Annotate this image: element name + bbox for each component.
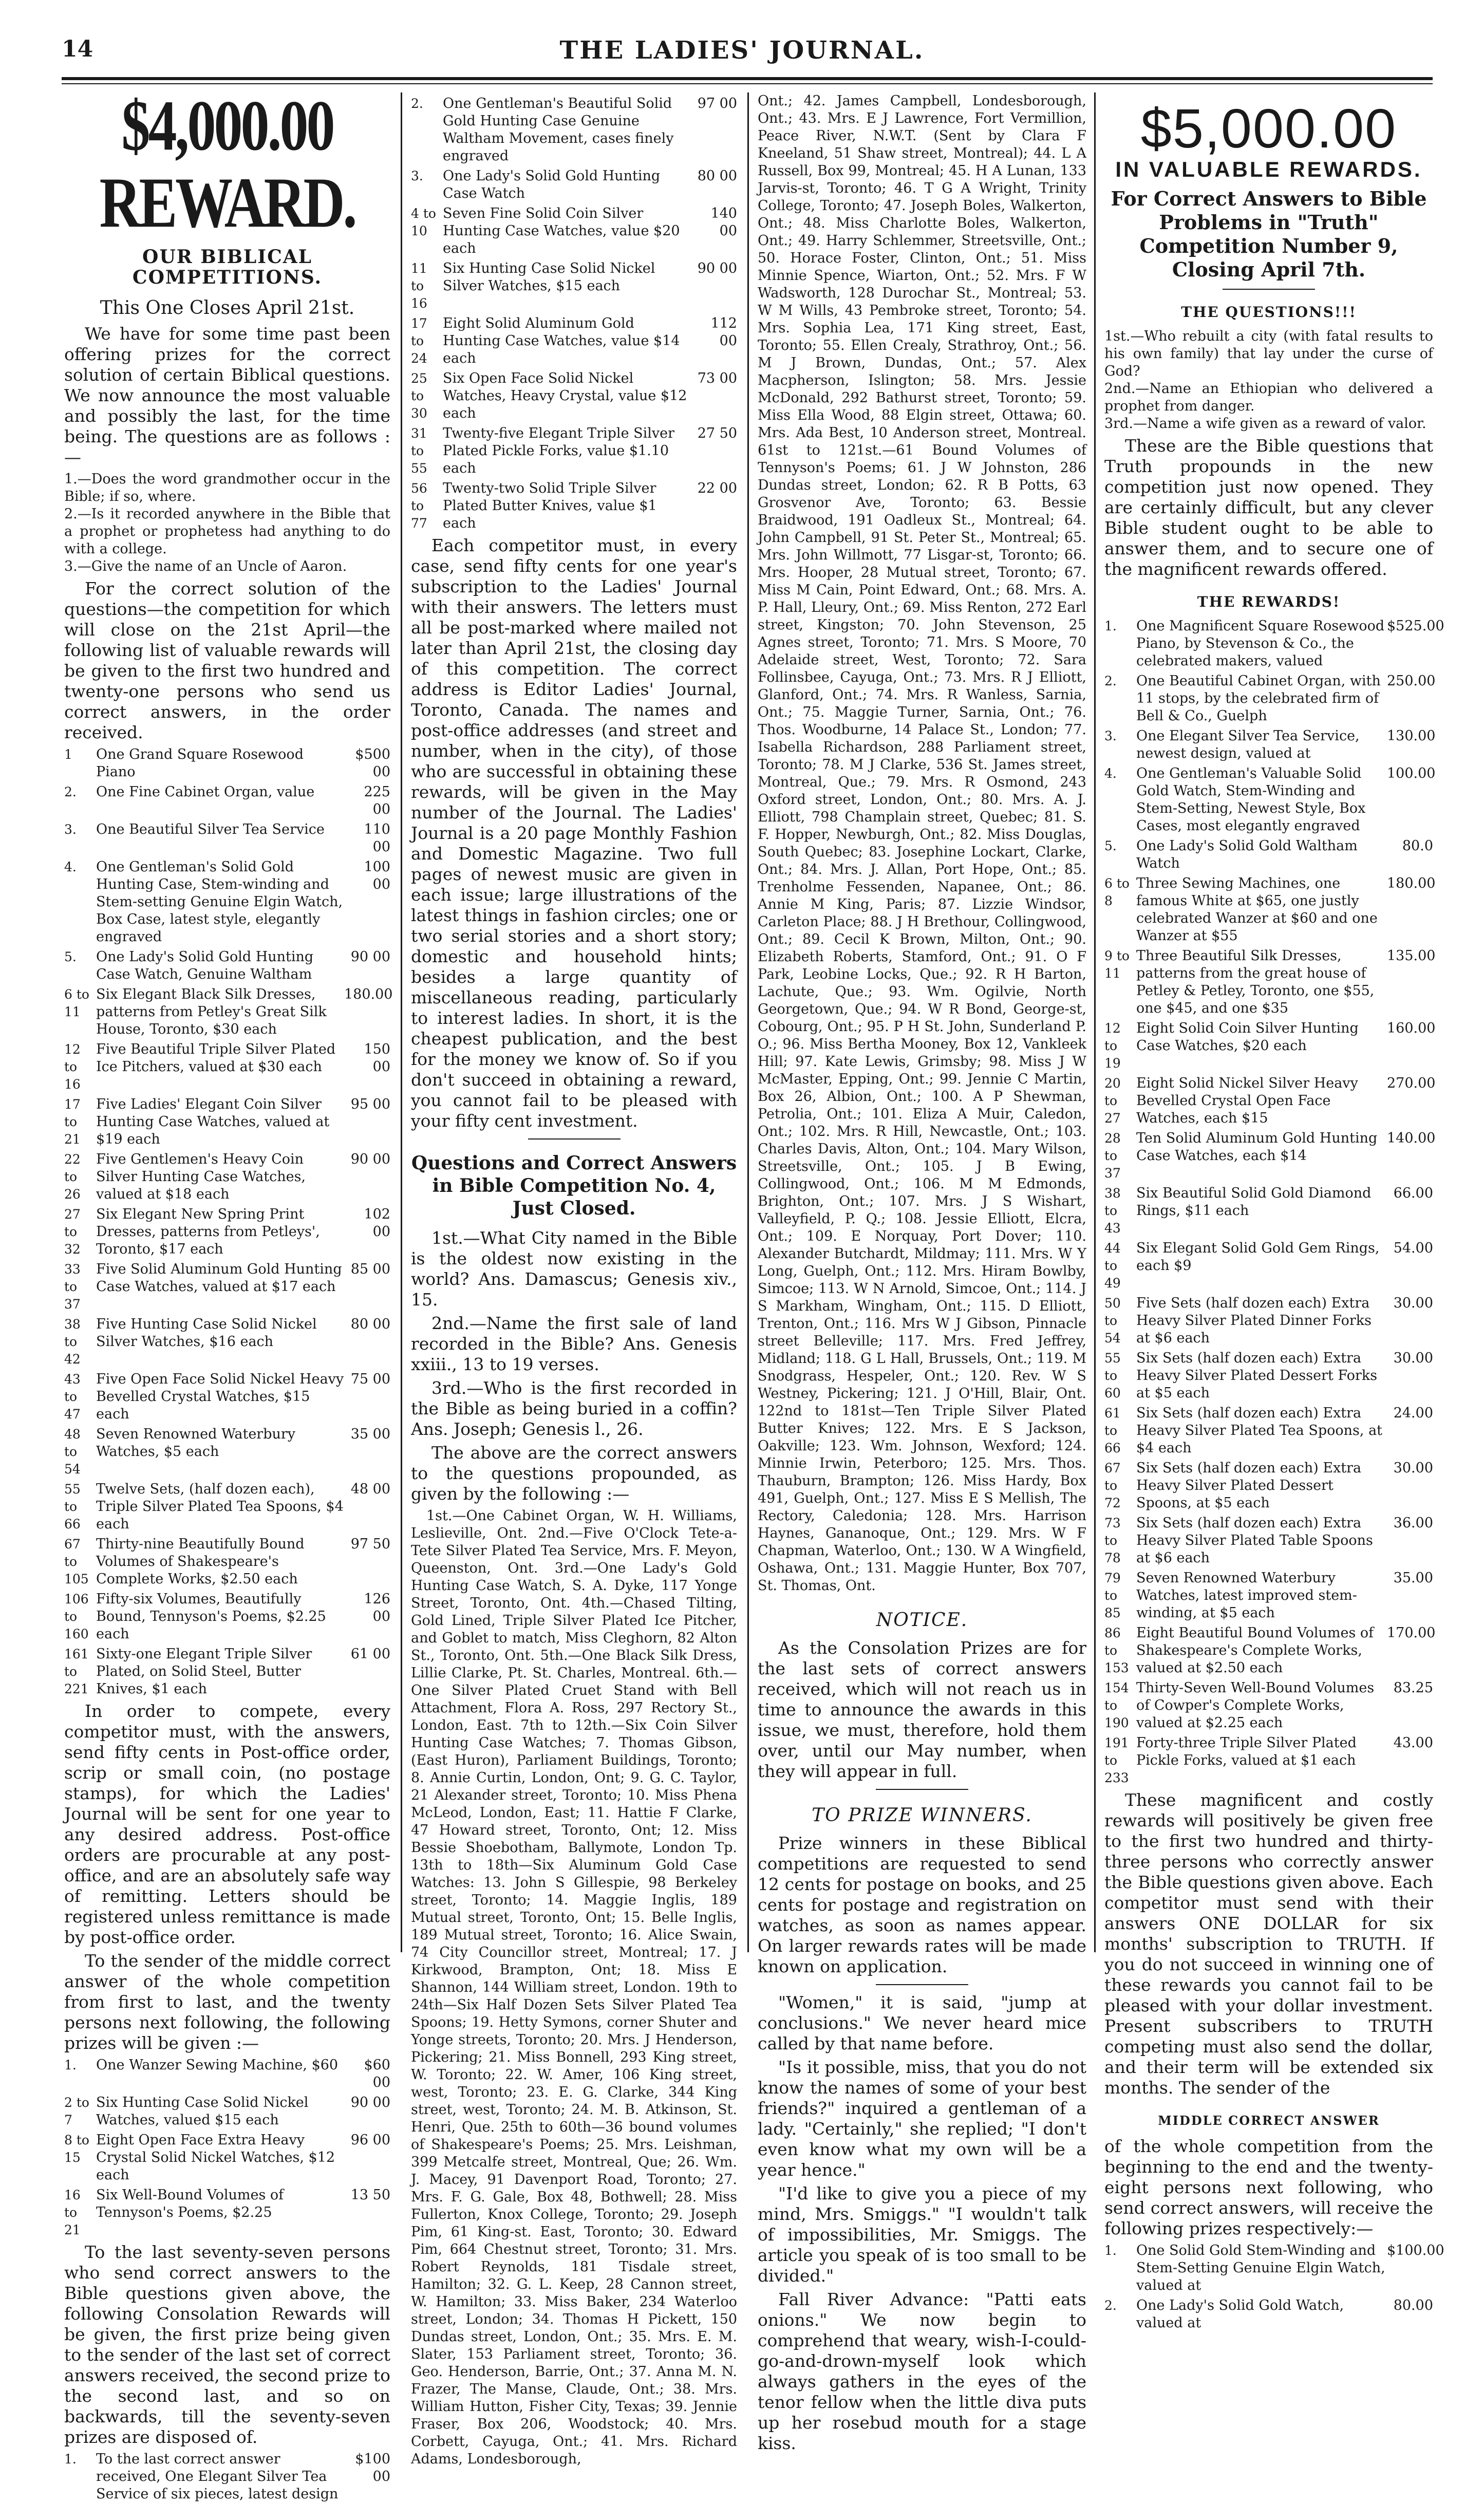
prize-val: 73 00 [697,370,737,386]
prize-val: 140 00 [710,206,737,239]
prize-item [64,1371,390,1423]
middle-prize-list [1104,2242,1444,2332]
prize-item [64,1041,390,1093]
prize-item [64,1536,390,1588]
prize-desc: Six Hunting Case Solid Nickel Watches, valued $15 each [96,2095,309,2128]
prize-val: 24.00 [1393,1405,1433,1421]
prize-val: 80.0 [1402,838,1433,854]
prize-val: 140.00 [1387,1130,1436,1146]
column-divider [401,92,402,1952]
magnificent-paragraph: These magnificent and costly rewards will positively be given free to the first two hundred and thirty-three persons who correctly answer the Bible questions given above. Each competitor must send with their answers ONE DOLLAR for six months' subscription to TRUTH. If you do not succeed in winning one of these rewards you cannot fail to be pleased with your dollar investment. Present subscribers to TRUTH competing must also send the dollar, and their term will be extended six months. The sender of the [1104,1790,1433,2098]
divider [528,1138,621,1140]
prize-item [64,1261,390,1313]
prize-val: 90 00 [350,1151,390,1167]
prize-item [411,425,737,477]
prize-num: 16 to 21 [64,2188,81,2237]
prize-num: 44 to 49 [1104,1241,1121,1291]
prize-item [64,1096,390,1148]
prize-num: 73 to 78 [1104,1516,1121,1565]
prize-desc: Five Open Face Solid Nickel Heavy Bevelled Crystal Watches, $15 each [96,1371,344,1422]
prize-item [411,370,737,422]
prize-num: 56 to 77 [411,481,427,531]
header-rule-thin [62,83,1433,84]
prize-num: 38 to 42 [64,1317,81,1367]
prize-desc: One Fine Cabinet Organ, value [96,784,315,800]
rewards-heading: THE REWARDS! [1197,593,1341,610]
prize-val: 35.00 [1393,1570,1433,1586]
prize-item [64,858,390,946]
prize-item [1104,1405,1433,1457]
prize-val: 30.00 [1393,1350,1433,1366]
prize-desc: Five Gentlemen's Heavy Coin Silver Hunting Case Watches, valued at $18 each [96,1151,306,1202]
questions-paragraph: These are the Bible questions that Truth propounds in the new competition just now opened. They are certainly difficult, but any clever Bible student ought to be able to answer them, and to secure one of the magnificent rewards offered. [1104,436,1433,579]
compete-paragraph: In order to compete, every competitor must, with the answers, send fifty cents in Post-office order, scrip or small coin, (no postage stamps), for which the Ladies' Journal will be sent for one year to any desired address. Post-office orders are procurable at any post-office, and are an absolutely safe way of remitting. Letters should be registered unless remittance is made by post-office order. [64,1701,390,1947]
qa-item: 1st.—What City named in the Bible is the oldest now existing in the world? Ans. Damascus; Genesis xiv., 15. [411,1228,737,1310]
middle-answer-paragraph: of the whole competition from the beginning to the end and the twenty-eight persons next following, who send correct answers, will receive the following prizes respectively:— [1104,2136,1433,2238]
correct-solution-paragraph: For the correct solution of the questions—the competition for which will close on the 21st April—the following list of valuable rewards will be given to the first two hundred and twenty-one persons who send us correct answers, in the order received. [64,578,390,742]
prize-num: 3. [411,169,423,183]
prize-num: 2. [1104,2298,1117,2313]
prize-num: 5. [64,949,77,964]
closing-date: This One Closes April 21st. [100,297,355,319]
middle-answer-heading: MIDDLE CORRECT ANSWER [1158,2113,1380,2128]
prize-desc: Six Well-Bound Volumes of Tennyson's Poems, $2.25 [96,2187,284,2220]
prize-val: 75 00 [350,1371,390,1387]
prize-list [64,746,393,1698]
column-divider [1094,92,1096,1952]
prize-num: 6 to 11 [64,987,89,1019]
prize-val: 80 00 [697,168,737,184]
prize-desc: Six Beautiful Solid Gold Diamond Rings, $11 each [1136,1185,1372,1219]
prize-item [1104,1020,1436,1072]
prize-num: 191 to 233 [1104,1735,1129,1785]
prize-num: 3. [64,822,77,837]
notice-paragraph: As the Consolation Prizes are for the last sets of correct answers received, which will not reach us in time to announce the awards in this issue, we must, therefore, hold them over, until our May number, when they will appear in full. [758,1638,1086,1781]
prize-val: 250.00 [1387,673,1436,689]
joke-list [758,1992,1086,2454]
prize-desc: Eight Beautiful Bound Volumes of Shakespeare's Complete Works, valued at $2.50 each [1136,1625,1374,1676]
prize-desc: Seven Fine Solid Coin Silver Hunting Case Watches, value $20 each [443,206,680,256]
prize-num: 17 to 24 [411,316,427,366]
prize-item [64,746,390,781]
prize-val: 85 00 [350,1261,390,1277]
prize-desc: Six Elegant New Spring Print Dresses, patterns from Petleys', Toronto, $17 each [96,1206,320,1257]
prize-num: 106 to 160 [64,1592,89,1641]
prize-item [64,1646,390,1698]
prize-num: 86 to 153 [1104,1626,1129,1675]
prize-num: 31 to 55 [411,426,427,476]
prize-num: 79 to 85 [1104,1571,1121,1620]
prize-item [1104,673,1436,725]
prize-desc: Six Open Face Solid Nickel Watches, Heavy Crystal, value $12 each [443,370,687,421]
prize-val: 97 00 [697,96,737,111]
prize-num: 55 to 66 [64,1482,81,1531]
divider [876,1789,968,1790]
prize-item [411,205,737,257]
prize-num: 43 to 47 [64,1372,81,1422]
page-number: 14 [62,36,93,62]
prize-val: 270.00 [1387,1075,1436,1091]
prize-num: 38 to 43 [1104,1186,1121,1236]
rewards-list [1104,618,1444,1787]
prize-item [1104,1240,1433,1292]
prize-num: 4. [1104,766,1117,781]
prize-num: 67 to 72 [1104,1461,1121,1510]
prize-num: 2. [411,96,423,111]
prize-desc: Ten Solid Aluminum Gold Hunting Case Watches, each $14 [1136,1130,1378,1164]
prize-desc: Six Sets (half dozen each) Extra Heavy Silver Plated Tea Spoons, at $4 each [1136,1405,1383,1456]
prize-val: 61 00 [350,1646,390,1662]
prize-item [64,1426,390,1478]
prize-num: 4. [64,860,77,874]
prize-val: 80.00 [1393,2297,1433,2313]
prize-num: 9 to 11 [1104,948,1130,981]
prize-val: 180.00 [1387,875,1436,891]
prize-item [1104,765,1436,835]
prize-val: 90 00 [350,949,390,965]
prize-item [64,2187,390,2239]
prize-desc: One Solid Gold Stem-Winding and Stem-Setting Genuine Elgin Watch, valued at [1136,2243,1385,2293]
prize-desc: One Wanzer Sewing Machine, $60 [96,2057,339,2073]
qa-item: 3rd.—Who is the first recorded in the Bible as being buried in a coffin? Ans. Joseph; Genesis l., 26. [411,1378,737,1439]
prize-desc: Five Ladies' Elegant Coin Silver Hunting Case Watches, valued at $19 each [96,1096,330,1147]
prize-item [1104,875,1436,945]
consolation-paragraph: To the last seventy-seven persons who send correct answers to the Bible questions given above, the following Consolation Rewards will be given, the first prize being given to the sender of the last set of correct answers received, the second prize to the second last, and so on backwards, till the seventy-seven prizes are disposed of. [64,2242,390,2447]
prize-val: 27 50 [697,425,737,441]
question-item: 3.—Give the name of an Uncle of Aaron. [64,558,347,574]
reward-headline: $5,000.00 [1140,97,1397,159]
prize-desc: Seven Renowned Waterbury Watches, latest improved stem-winding, at $5 each [1136,1570,1357,1621]
prize-val: 100.00 [1387,765,1436,781]
prize-desc: Eight Solid Aluminum Gold Hunting Case Watches, value $14 each [443,315,680,366]
prize-desc: One Elegant Silver Tea Service, newest design, valued at [1136,728,1360,761]
prize-num: 8 to 15 [64,2133,89,2165]
question-item: 2.—Is it recorded anywhere in the Bible that a prophet or prophetess had anything to do with a college. [64,506,390,557]
prize-item [64,2132,390,2184]
intro-paragraph: We have for some time past been offering prizes for the correct solution of certain Biblical questions. We now announce the most valuable and possibly the last, for the time being. The questions are as follows :— [64,324,390,467]
winners-list-continued: Ont.; 42. James Campbell, Londesborough, Ont.; 43. Mrs. E J Lawrence, Fort Vermillion, Peace River, N.W.T. (Sent by Clara F Kneeland, 51 Shaw street, Montreal); 44. L A Russell, Box 99, Montreal; 45. H A Lunan, 133 Jarvis-st, Toronto; 46. T G A Wright, Trinity College, Toronto; 47. Joseph Boles, Walkerton, Ont.; 48. Miss Charlotte Boles, Walkerton, Ont.; 49. Harry Schlemmer, Streetsville, Ont.; 50. Horace Foster, Clinton, Ont.; 51. Miss Minnie Spence, Wiarton, Ont.; 52. Mrs. F W Wadsworth, 128 Durochar St., Montreal; 53. W M Wills, 43 Pembroke street, Toronto; 54. Mrs. Sophia Lea, 171 King street, East, Toronto; 55. Ellen Crealy, Strathroy, Ont.; 56. M J Brown, Dundas, Ont.; 57. Alex Macpherson, Islington; 58. Mrs. Jessie McDonald, 292 Bathurst street, Toronto; 59. Miss Ella Wood, 88 Elgin street, Ottawa; 60. Mrs. Ada Best, 10 Anderson street, Montreal. 61st to 121st.—61 Bound Volumes of Tennyson's Poems; 61. J W Johnston, 286 Dundas street, London; 62. R B Potts, 63 Grosvenor Ave, Toronto; 63. Bessie Braidwood, 191 Oadleux St., Montreal; 64. John Campbell, 91 St. Peter St., Montreal; 65. Mrs. John Willmott, 77 Lisgar-st, Toronto; 66. Mrs. Hooper, 28 Mutual street, Toronto; 67. Miss M Cain, Point Edward, Ont.; 68. Mrs. A. P. Hall, Lleury, Ont.; 69. Miss Renton, 272 Earl street, Kingston; 70. John Stevenson, 25 Agnes street, Toronto; 71. Mrs. S Moore, 70 Adelaide street, West, Toronto; 72. Sara Follinsbee, Cayuga, Ont.; 73. Mrs. R J Elliott, Glanford, Ont.; 74. Mrs. R Wanless, Sarnia, Ont.; 75. Maggie Turner, Sarnia, Ont.; 76. Thos. Woodburne, 14 Palace St., London; 77. Isabella Richardson, 288 Parliament street, Toronto; 78. M J Clarke, 536 St. James street, Montreal, Que.; 79. Mrs. R Osmond, 243 Oxford street, London, Ont.; 80. Mrs. A. J. Elliott, 798 Champlain street, Quebec; 81. S. F. Hopper, Newburgh, Ont.; 82. Miss Douglas, South Quebec; 83. Josephine Lockart, Clarke, Ont.; 84. Mrs. J. Allan, Port Hope, Ont.; 85. Trenholme Fessenden, Napanee, Ont.; 86. Annie M King, Paris; 87. Lizzie Windsor, Carleton Place; 88. J H Brethour, Collingwood, Ont.; 89. Cecil K Brown, Milton, Ont.; 90. Elizabeth Roberts, Stamford, Ont.; 91. O F Park, Leobine Locks, Que.; 92. R H Barton, Lachute, Que.; 93. Wm. Ogilvie, North Georgetown, Que.; 94. W R Bond, George-st, Cobourg, Ont.; 95. P H St. John, Sunderland P. O.; 96. Miss Bertha Mooney, Box 12, Vankleek Hill; 97. Kate Lewis, Grimsby; 98. Miss J W McMaster, Epping, Ont.; 99. Jennie C Martin, Box 26, Albion, Ont.; 100. A P Shewman, Petrolia, Ont.; 101. Eliza A Muir, Caledon, Ont.; 102. Mrs. R Hill, Newcastle, Ont.; 103. Charles Davis, Alton, Ont.; 104. Mary Wilson, Streetsville, Ont.; 105. J B Ewing, Collingwood, Ont.; 106. M M Edmonds, Brighton, Ont.; 107. Mrs. J S Wishart, Valleyfield, P. Q.; 108. Jessie Elliott, Elcra, Ont.; 109. E Norquay, Port Dover; 110. Alexander Butchardt, Mildmay; 111. Mrs. W Y Long, Guelph, Ont.; 112. Mrs. Hiram Bowlby, Simcoe; 113. W N Arnold, Simcoe, Ont.; 114. J S Markham, Wingham, Ont.; 115. D Elliott, Trenton, Ont.; 116. Mrs W J Gibson, Pinnacle street Belleville; 117. Mrs. Fred Jeffrey, Midland; 118. G L Hall, Brussels, Ont.; 119. M Snodgrass, Hespeler, Ont.; 120. Rev. W S Westney, Pickering; 121. J O'Hill, Blair, Ont. 122nd to 181st—Ten Triple Silver Plated Butter Knives; 122. Mrs. E S Jackson, Oakville; 123. Wm. Johnson, Wexford; 124. Minnie Irwin, Peterboro; 125. Mrs. Thos. Thauburn, Brampton; 126. Miss Hardy, Box 491, Guelph, Ont.; 127. Miss E S Mellish, The Rectory, Caledonia; 128. Mrs. Harrison Haynes, Gananoque, Ont.; 129. Mrs. W F Chapman, Waterloo, Ont.; 130. W A Wingfield, Oshawa, Ont.; 131. Maggie Hunter, Box 707, St. Thomas, Ont. [758,93,1086,1594]
prize-list [411,95,737,532]
prize-item [1104,1075,1436,1127]
prize-val: 90 00 [697,260,737,276]
reward-headline: $4,000.00 REWARD. [99,86,355,243]
column-2 [411,92,737,2467]
prize-val: 48 00 [350,1481,390,1497]
prize-num: 1. [1104,2243,1117,2258]
prize-desc: Sixty-one Elegant Triple Silver Plated, on Solid Steel, Butter Knives, $1 each [96,1646,312,1697]
prize-item [1104,2297,1433,2332]
prize-desc: One Lady's Solid Gold Watch, valued at [1136,2297,1344,2331]
notice-heading: NOTICE. [876,1610,968,1631]
prize-item [411,167,737,202]
prize-num: 33 to 37 [64,1262,81,1312]
prize-desc: One Beautiful Cabinet Organ, with 11 stops, by the celebrated firm of Bell & Co., Guelph [1136,673,1381,724]
prize-num: 161 to 221 [64,1647,89,1696]
prize-val: 180.00 [344,986,393,1002]
prize-num: 2. [64,784,77,799]
column-4 [1104,92,1444,2331]
prize-num: 67 to 105 [64,1537,89,1586]
prize-val: 43.00 [1393,1735,1433,1751]
prize-val: 83.25 [1393,1680,1433,1696]
prize-val: 90 00 [350,2095,390,2110]
qa-list [411,1228,737,1504]
prize-desc: One Gentleman's Solid Gold Hunting Case, Stem-winding and Stem-setting Genuine Elgin Watch, Box Case, latest style, elegantly engraved [96,859,343,945]
prize-val: 170.00 [1387,1625,1436,1641]
prize-item [411,95,737,165]
reward-subheading: IN VALUABLE REWARDS. [1115,157,1422,181]
prize-desc: Six Sets (half dozen each) Extra Heavy Silver Plated Dessert Spoons, at $5 each [1136,1460,1362,1511]
winners-list: 1st.—One Cabinet Organ, W. H. Williams, Leslieville, Ont. 2nd.—Five O'Clock Tete-a-Tete Silver Plated Tea Service, Mrs. F. Meyon, Queenston, Ont. 3rd.—One Lady's Gold Hunting Case Watch, S. A. Dyke, 117 Yonge Street, Toronto, Ont. 4th.—Chased Tilting, Gold Lined, Triple Silver Plated Ice Pitcher, and Goblet to match, Miss Cleghorn, 82 Alton St., Toronto, Ont. 5th.—One Black Silk Dress, Lillie Clarke, Pt. St. Charles, Montreal. 6th.—One Silver Plated Cruet Stand with Bell Attachment, Flora A. Ross, 297 Rectory St., London, East. 7th to 12th.—Six Coin Silver Hunting Case Watches; 7. Thomas Gibson, (East Huron), Parliament Buildings, Toronto; 8. Annie Curtin, London, Ont; 9. G. C. Taylor, 21 Alexander street, Toronto; 10. Miss Phena McLeod, London, East; 11. Hattie F Clarke, 47 Howard street, Toronto, Ont; 12. Miss Bessie Shoebotham, Ballymote, London Tp. 13th to 18th—Six Aluminum Gold Case Watches: 13. John S Gillespie, 98 Berkeley street, Toronto; 14. Maggie Inglis, 189 Mutual street, Toronto, Ont; 15. Belle Inglis, 189 Mutual street, Toronto; 16. Alice Swain, 74 City Councillor street, Montreal; 17. J Kirkwood, Brampton, Ont; 18. Miss E Shannon, 144 William street, London. 19th to 24th—Six Half Dozen Sets Silver Plated Tea Spoons; 19. Hetty Symons, corner Shuter and Yonge streets, Toronto; 20. Mrs. J Henderson, Pickering; 21. Miss Bonnell, 293 King street, W. Toronto; 22. W. Amer, 106 King street, west, Toronto; 23. E. G. Clarke, 344 King street, west, Toronto; 24. M. B. Atkinson, St. Henri, Que. 25th to 60th—36 bound volumes of Shakespeare's Poems; 25. Mrs. Leishman, 399 Metcalfe street, Montreal, Que; 26. Wm. J. Macey, 91 Davenport Road, Toronto; 27. Mrs. F. G. Gale, Box 48, Bothwell; 28. Miss Fullerton, Knox College, Toronto; 29. Joseph Pim, 61 King-st. East, Toronto; 30. Edward Pim, 664 Chestnut street, Toronto; 31. Mrs. Robert Reynolds, 181 Tisdale street, Hamilton; 32. G. L. Keep, 28 Cannon street, W. Hamilton; 33. Miss Baker, 234 Waterloo street, London; 34. Thomas H Pickett, 150 Dundas street, London, Ont.; 35. Mrs. E. M. Slater, 153 Parliament street, Toronto; 36. Geo. Henderson, Barrie, Ont.; 37. Anna M. N. Frazer, The Manse, Claude, Ont.; 38. Mrs. William Hutton, Fisher City, Texas; 39. Jennie Fraser, Box 206, Woodstock; 40. Mrs. Corbett, Cayuga, Ont.; 41. Mrs. Richard Adams, Londesborough, [411,1508,737,2467]
prize-item [1104,1185,1433,1237]
prize-num: 6 to 8 [1104,876,1130,908]
header-rule [62,77,1433,80]
prize-val: 100 00 [364,859,390,892]
prize-val: $100.00 [1387,2243,1444,2258]
question-list [64,471,390,575]
joke-paragraph: "Women," it is said, "jump at conclusions." We never heard mice called by that name before. [758,1992,1086,2053]
prize-val: $525.00 [1387,618,1444,634]
prize-desc: Six Elegant Solid Gold Gem Rings, each $9 [1136,1240,1380,1274]
prize-val: 112 00 [710,315,737,349]
column-3 [758,92,1086,2453]
prize-desc: One Lady's Solid Gold Hunting Case Watch, Genuine Waltham [96,949,314,982]
qa-item: The above are the correct answers to the questions propounded, as given by the following :— [411,1443,737,1504]
joke-paragraph: "I'd like to give you a piece of my mind, Mrs. Smiggs." "I wouldn't talk of impossibilities, Mr. Smiggs. The article you speak of is too small to be divided." [758,2183,1086,2286]
prize-item [64,948,390,983]
prize-item [64,1591,390,1643]
prize-desc: One Gentleman's Valuable Solid Gold Watch, Stem-Winding and Stem-Setting, Newest Style, Box Cases, most elegantly engraved [1136,765,1366,834]
prize-item [1104,947,1436,1017]
prize-val: $500 00 [355,746,390,780]
prize-item [1104,2242,1444,2294]
prize-item [1104,1734,1433,1787]
prize-val: 160.00 [1387,1020,1436,1036]
qa-item: 2nd.—Name the first sale of land recorded in the Bible? Ans. Genesis xxiii., 13 to 19 verses. [411,1313,737,1374]
prize-item [1104,1570,1433,1622]
prize-item [1104,837,1433,872]
prize-desc: Thirty-nine Beautifully Bound Volumes of Shakespeare's Complete Works, $2.50 each [96,1536,305,1587]
prize-num: 1 [64,747,72,762]
prize-val: 97 50 [350,1536,390,1552]
prize-num: 22 to 26 [64,1152,81,1202]
prize-item [64,821,390,856]
prize-num: 2. [1104,674,1117,688]
column-1 [64,86,393,2502]
prize-item [64,2057,390,2091]
question-item: 1st.—Who rebuilt a city (with fatal results to his own family) that lay under the curse of God? [1104,328,1433,379]
prize-desc: Twenty-two Solid Triple Silver Plated Butter Knives, value $1 each [443,480,657,531]
prize-val: 102 00 [364,1206,390,1240]
questions-heading: THE QUESTIONS!!! [1181,304,1357,321]
prize-val: 22 00 [697,480,737,496]
prize-item [411,260,737,312]
prize-num: 2 to 7 [64,2095,89,2127]
prize-desc: One Beautiful Silver Tea Service [96,821,325,837]
prize-desc: Six Hunting Case Solid Nickel Silver Watches, $15 each [443,260,655,294]
prize-num: 12 to 19 [1104,1021,1121,1071]
prize-val: $60 00 [364,2057,390,2090]
prize-val: 96 00 [350,2132,390,2148]
prize-num: 25 to 30 [411,371,427,421]
prize-val: 30.00 [1393,1295,1433,1311]
prize-desc: One Magnificent Square Rosewood Piano, by Stevenson & Co., the celebrated makers, valued [1136,618,1385,669]
question-item: 2nd.—Name an Ethiopian who delivered a prophet from danger. [1104,381,1433,414]
prize-num: 17 to 21 [64,1097,81,1147]
prize-val: 13 50 [350,2187,390,2203]
prize-item [1104,727,1436,762]
prize-item [1104,1624,1436,1677]
prize-item [1104,1679,1433,1732]
prize-desc: One Lady's Solid Gold Hunting Case Watch [443,168,661,201]
prize-desc: Forty-three Triple Silver Plated Pickle Forks, valued at $1 each [1136,1735,1357,1768]
prize-num: 50 to 54 [1104,1296,1121,1346]
prize-num: 48 to 54 [64,1427,81,1477]
prize-num: 11 to 16 [411,261,427,311]
prize-val: 110 00 [364,821,390,855]
prize-item [411,480,737,532]
prize-val: 135.00 [1387,948,1436,964]
prize-num: 154 to 190 [1104,1680,1129,1730]
column-divider [747,92,749,1952]
prize-desc: Thirty-Seven Well-Bound Volumes of Cowper's Complete Works, valued at $2.25 each [1136,1680,1375,1731]
prize-val: 35 00 [350,1426,390,1442]
prize-num: 55 to 60 [1104,1351,1121,1400]
prize-val: 95 00 [350,1096,390,1112]
prize-num: 1. [1104,619,1117,633]
prize-desc: Five Solid Aluminum Gold Hunting Case Watches, valued at $17 each [96,1261,342,1295]
prize-val: 30.00 [1393,1460,1433,1476]
middle-prize-list [64,2057,390,2239]
prize-desc: Six Sets (half dozen each) Extra Heavy Silver Plated Dessert Forks at $5 each [1136,1350,1378,1401]
prize-desc: Six Elegant Black Silk Dresses, patterns from Petley's Great Silk House, Toronto, $30 each [96,986,327,1037]
prize-item [64,2094,390,2129]
prize-desc: One Lady's Solid Gold Waltham Watch [1136,838,1358,871]
prize-num: 28 to 37 [1104,1131,1121,1181]
prize-winners-heading: TO PRIZE WINNERS. [812,1805,1032,1826]
joke-paragraph: Fall River Advance: "Patti eats onions." We now begin to comprehend that weary, wish-I-could-go-and-drown-myself look which always gathers in the eyes of the tenor fellow when the little diva puts up her rosebud mouth for a stage kiss. [758,2289,1086,2453]
prize-item: 1. To the last correct answer received, One Elegant Silver Tea Service of six pieces, latest design $100 00 [64,2451,390,2502]
prize-desc: Five Sets (half dozen each) Extra Heavy Silver Plated Dinner Forks at $6 each [1136,1295,1372,1346]
prize-item [1104,618,1444,670]
prize-item [1104,1295,1433,1347]
prize-desc: Twelve Sets, (half dozen each), Triple Silver Plated Tea Spoons, $4 each [96,1481,344,1532]
prize-desc: One Grand Square Rosewood Piano [96,746,304,780]
prize-desc: Three Beautiful Silk Dresses, patterns from the great house of Petley & Petley, Toronto, one $55, one $45, and one $35 [1136,948,1375,1016]
prize-num: 5. [1104,838,1117,853]
prize-num: 20 to 27 [1104,1076,1121,1126]
prize-desc: Eight Solid Coin Silver Hunting Case Watches, $20 each [1136,1020,1359,1054]
prize-val: 36.00 [1393,1515,1433,1531]
prize-val: 80 00 [350,1316,390,1332]
prize-num: 1. [64,2058,77,2072]
competitor-paragraph: Each competitor must, in every case, send fifty cents for one year's subscription to the Ladies' Journal with their answers. The letters must all be post-marked where mailed not later than April 21st, the closing day of this competition. The correct address is Editor Ladies' Journal, Toronto, Canada. The names and post-office addresses (and street and number, when in the city), of those who are successful in obtaining these rewards, will be given in the May number of the Journal. The Ladies' Journal is a 20 page Monthly Fashion and Domestic Magazine. Two full pages of newest music are given in each issue; large illustrations of the latest things in fashion circles; one or two serial stories and a short story; domestic and household hints; besides a large quantity of miscellaneous reading, particularly to interest ladies. In short, it is the cheapest publication, and the best for the money we know of. So if you don't succeed in obtaining a reward, you cannot fail to be pleased with your fifty cent investment. [411,535,737,1131]
prize-val: 66.00 [1393,1185,1433,1201]
prize-item [64,1151,390,1203]
prize-item [1104,1130,1436,1182]
prize-val: 225 00 [364,784,390,817]
prize-num: 3. [1104,729,1117,743]
prize-item [64,783,390,818]
prize-winners-paragraph: Prize winners in these Biblical competitions are requested to send 12 cents for postage on books, and 25 cents for postage and registration on watches, as soon as names appear. On larger rewards rates will be made known on application. [758,1833,1086,1976]
question-item: 1.—Does the word grandmother occur in the Bible; if so, where. [64,471,390,505]
prize-desc: Fifty-six Volumes, Beautifully Bound, Tennyson's Poems, $2.25 each [96,1591,326,1642]
prize-val: 126 00 [364,1591,390,1624]
prize-desc: Three Sewing Machines, one famous White at $65, one justly celebrated Wanzer at $60 and one Wanzer at $55 [1136,875,1378,944]
prize-item [64,1481,390,1533]
prize-desc: Eight Open Face Extra Heavy Crystal Solid Nickel Watches, $12 each [96,2132,335,2183]
divider [1223,289,1315,290]
journal-title: THE LADIES' JOURNAL. [559,36,925,65]
prize-num: 27 to 32 [64,1207,81,1257]
prize-desc: Five Hunting Case Solid Nickel Silver Watches, $16 each [96,1316,317,1350]
announcement: For Correct Answers to Bible Problems in "Truth" Competition Number 9, Closing April 7th. [1111,187,1427,281]
prize-item [1104,1350,1433,1402]
joke-paragraph: "Is it possible, miss, that you do not know the names of some of your best friends?" inquired a gentleman of a lady. "Certainly," she replied; "I don't even know what my own will be a year hence." [758,2057,1086,2180]
prize-val: 130.00 [1387,728,1436,744]
prize-num: 12 to 16 [64,1042,81,1092]
prize-desc: Six Sets (half dozen each) Extra Heavy Silver Plated Table Spoons at $6 each [1136,1515,1373,1566]
prize-desc: Eight Solid Nickel Silver Heavy Bevelled Crystal Open Face Watches, each $15 [1136,1075,1358,1126]
prize-num: 61 to 66 [1104,1406,1121,1455]
prize-desc: Five Beautiful Triple Silver Plated Ice Pitchers, valued at $30 each [96,1041,336,1075]
question-item: 3rd.—Name a wife given as a reward of valor. [1104,416,1426,432]
prize-num: 4 to 10 [411,206,436,238]
prize-val: 150 00 [364,1041,390,1075]
prize-item [64,1206,390,1258]
prize-desc: Seven Renowned Waterbury Watches, $5 each [96,1426,296,1460]
prize-desc: One Gentleman's Beautiful Solid Gold Hunting Case Genuine Waltham Movement, cases finely engraved [443,96,674,164]
qa-heading: Questions and Correct Answers in Bible Competition No. 4, Just Closed. [411,1152,737,1219]
question-list [1104,328,1433,433]
competition-heading: OUR BIBLICAL COMPETITIONS. [132,246,323,288]
prize-item [1104,1460,1433,1512]
prize-val: 54.00 [1393,1240,1433,1256]
divider [876,1984,968,1985]
prize-item [64,986,393,1038]
prize-item [64,1316,390,1368]
prize-item [411,315,737,367]
prize-desc: Twenty-five Elegant Triple Silver Plated Pickle Forks, value $1.10 each [443,425,675,476]
middle-answer-paragraph: To the sender of the middle correct answer of the whole competition from first to last, and the twenty persons next following, the following prizes will be given :— [64,1951,390,2053]
prize-item [1104,1515,1433,1567]
